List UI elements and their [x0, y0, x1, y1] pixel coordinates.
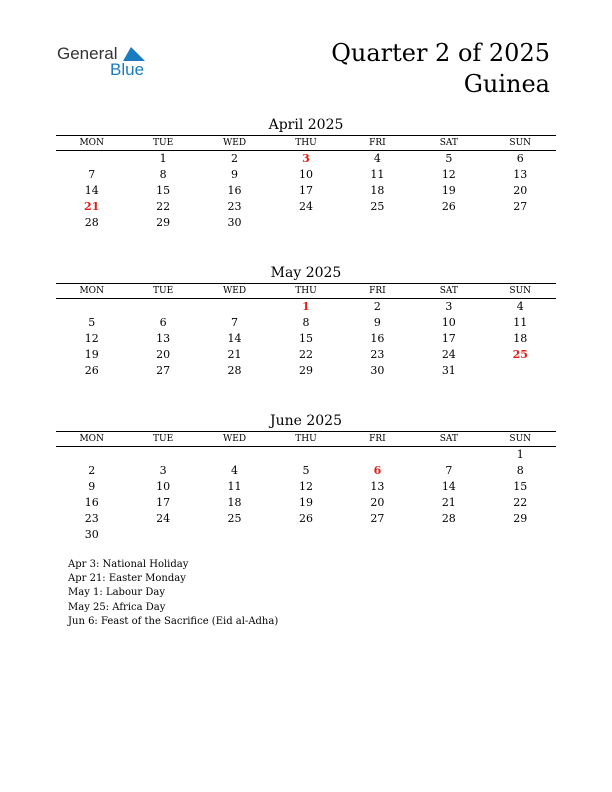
day-cell [199, 527, 270, 543]
holiday-list-item: May 1: Labour Day [68, 587, 165, 599]
holiday-list-item: Jun 6: Feast of the Sacrifice (Eid al-Adha) [68, 615, 279, 627]
week-row [56, 495, 556, 511]
day-cell [413, 447, 484, 463]
week-row [56, 363, 556, 379]
weekday-header: SAT [439, 434, 458, 444]
holiday-list-item: Apr 3: National Holiday [68, 559, 189, 570]
day-cell: 30 [84, 528, 99, 541]
day-cell: 3 [445, 300, 453, 313]
day-cell: 1 [159, 152, 167, 165]
day-cell: 7 [445, 464, 453, 477]
day-cell: 25 [227, 512, 242, 525]
day-cell: 25 [370, 200, 385, 213]
weekday-header: FRI [369, 434, 386, 444]
day-cell [56, 447, 127, 463]
day-cell: 11 [513, 316, 528, 329]
day-cell: 21 [441, 496, 456, 509]
day-cell: 5 [302, 464, 310, 477]
day-cell: 20 [156, 348, 171, 361]
holiday-day-cell: 6 [373, 464, 382, 477]
day-cell: 24 [156, 512, 171, 525]
month-calendar-may [56, 263, 556, 379]
holiday-list [68, 558, 278, 629]
week-row [56, 527, 556, 543]
holiday-day-cell: 1 [302, 300, 310, 313]
day-cell: 26 [298, 512, 313, 525]
weekday-header: TUE [153, 138, 174, 148]
week-row [56, 167, 556, 183]
day-cell: 13 [370, 480, 385, 493]
weekday-header: SAT [439, 286, 458, 296]
day-cell: 2 [231, 152, 239, 165]
day-cell: 20 [513, 184, 528, 197]
holiday-list-item: May 25: Africa Day [68, 601, 166, 613]
day-cell [56, 151, 127, 167]
weekday-header: THU [295, 434, 317, 444]
weekday-header: WED [223, 286, 247, 296]
day-cell: 7 [231, 316, 239, 329]
day-cell: 5 [445, 152, 453, 165]
day-cell: 27 [513, 200, 528, 213]
day-cell: 3 [159, 464, 167, 477]
day-cell: 18 [227, 496, 242, 509]
day-cell: 30 [370, 364, 385, 377]
day-cell: 17 [441, 332, 456, 345]
week-row [56, 299, 556, 315]
week-row [56, 315, 556, 331]
day-cell: 28 [227, 364, 242, 377]
weekday-header: SUN [509, 138, 532, 148]
day-cell: 16 [227, 184, 242, 197]
weekday-header: MON [79, 434, 104, 444]
day-cell: 26 [84, 364, 99, 377]
day-cell: 28 [84, 216, 99, 229]
day-cell: 24 [298, 200, 313, 213]
day-cell: 6 [159, 316, 167, 329]
weekday-header: THU [295, 138, 317, 148]
week-row [56, 463, 556, 479]
page-title [331, 38, 550, 100]
day-cell: 9 [373, 316, 381, 329]
day-cell: 7 [88, 168, 96, 181]
day-cell [413, 215, 484, 231]
week-row [56, 347, 556, 363]
weekday-header: SUN [509, 286, 532, 296]
day-cell: 15 [513, 480, 528, 493]
day-cell: 14 [441, 480, 456, 493]
quarter-title: Quarter 2 of 2025 [331, 39, 550, 67]
holiday-day-cell: 21 [84, 200, 100, 213]
day-cell: 29 [156, 216, 171, 229]
day-cell [342, 447, 413, 463]
day-cell: 10 [298, 168, 313, 181]
day-cell: 29 [513, 512, 528, 525]
day-cell: 22 [156, 200, 171, 213]
day-cell: 6 [516, 152, 524, 165]
country-title: Guinea [463, 70, 550, 98]
day-cell: 8 [302, 316, 310, 329]
weekday-header: THU [295, 286, 317, 296]
brand-logo [57, 44, 157, 80]
day-cell: 23 [227, 200, 242, 213]
day-cell: 17 [298, 184, 313, 197]
day-cell: 31 [441, 364, 456, 377]
weekday-header-row [56, 283, 556, 299]
day-cell [270, 527, 341, 543]
holiday-day-cell: 3 [302, 152, 310, 165]
month-title: June 2025 [269, 413, 342, 429]
day-cell: 12 [441, 168, 456, 181]
day-cell: 14 [227, 332, 242, 345]
day-cell: 27 [370, 512, 385, 525]
week-row [56, 479, 556, 495]
weekday-header: TUE [153, 434, 174, 444]
triangle-flag-icon [123, 47, 145, 61]
day-cell: 18 [370, 184, 385, 197]
month-title: April 2025 [268, 117, 344, 133]
day-cell [485, 363, 556, 379]
week-row [56, 199, 556, 215]
day-cell: 21 [227, 348, 242, 361]
day-cell: 23 [84, 512, 99, 525]
week-row [56, 331, 556, 347]
day-cell: 2 [373, 300, 381, 313]
day-cell: 14 [84, 184, 99, 197]
day-cell: 13 [156, 332, 171, 345]
weekday-header-row [56, 431, 556, 447]
day-cell: 10 [156, 480, 171, 493]
day-cell: 26 [441, 200, 456, 213]
day-cell: 4 [516, 300, 524, 313]
day-cell [127, 447, 198, 463]
day-cell: 2 [88, 464, 96, 477]
day-cell: 8 [159, 168, 167, 181]
weekday-header: FRI [369, 138, 386, 148]
week-row [56, 447, 556, 463]
day-cell: 11 [370, 168, 385, 181]
week-row [56, 183, 556, 199]
logo-word-blue: Blue [110, 60, 145, 79]
day-cell: 19 [298, 496, 313, 509]
day-cell: 5 [88, 316, 96, 329]
day-cell: 16 [370, 332, 385, 345]
day-cell [485, 215, 556, 231]
month-title: May 2025 [270, 265, 342, 281]
day-cell: 11 [227, 480, 242, 493]
weekday-header: WED [223, 138, 247, 148]
day-cell: 19 [84, 348, 99, 361]
day-cell [127, 299, 198, 315]
weekday-header: MON [79, 138, 104, 148]
day-cell: 27 [156, 364, 171, 377]
weekday-header: SUN [509, 434, 532, 444]
day-cell [342, 527, 413, 543]
day-cell: 12 [84, 332, 99, 345]
holiday-list-item: Apr 21: Easter Monday [68, 573, 186, 585]
day-cell [342, 215, 413, 231]
day-cell: 1 [516, 448, 524, 461]
day-cell: 22 [513, 496, 528, 509]
day-cell [270, 447, 341, 463]
day-cell: 4 [231, 464, 239, 477]
day-cell: 20 [370, 496, 385, 509]
day-cell: 12 [298, 480, 313, 493]
day-cell [199, 299, 270, 315]
weekday-header: FRI [369, 286, 386, 296]
day-cell: 29 [298, 364, 313, 377]
weekday-header-row [56, 135, 556, 151]
day-cell: 15 [298, 332, 313, 345]
holiday-day-cell: 25 [512, 348, 528, 361]
day-cell [413, 527, 484, 543]
day-cell: 13 [513, 168, 528, 181]
day-cell: 18 [513, 332, 528, 345]
day-cell [270, 215, 341, 231]
day-cell: 9 [88, 480, 96, 493]
logo-word-general: General [57, 44, 118, 63]
day-cell: 4 [373, 152, 381, 165]
weekday-header: SAT [439, 138, 458, 148]
day-cell [199, 447, 270, 463]
weekday-header: TUE [153, 286, 174, 296]
day-cell: 8 [516, 464, 524, 477]
day-cell: 10 [441, 316, 456, 329]
week-row [56, 215, 556, 231]
day-cell: 19 [441, 184, 456, 197]
day-cell: 23 [370, 348, 385, 361]
month-calendar-april [56, 115, 556, 231]
weekday-header: WED [223, 434, 247, 444]
day-cell [485, 527, 556, 543]
day-cell: 30 [227, 216, 242, 229]
day-cell: 24 [441, 348, 456, 361]
day-cell: 17 [156, 496, 171, 509]
day-cell: 22 [298, 348, 313, 361]
week-row [56, 511, 556, 527]
day-cell: 15 [156, 184, 171, 197]
day-cell [127, 527, 198, 543]
day-cell: 28 [441, 512, 456, 525]
day-cell: 9 [231, 168, 239, 181]
day-cell [56, 299, 127, 315]
week-row [56, 151, 556, 167]
day-cell: 16 [84, 496, 99, 509]
month-calendar-june [56, 411, 556, 543]
weekday-header: MON [79, 286, 104, 296]
